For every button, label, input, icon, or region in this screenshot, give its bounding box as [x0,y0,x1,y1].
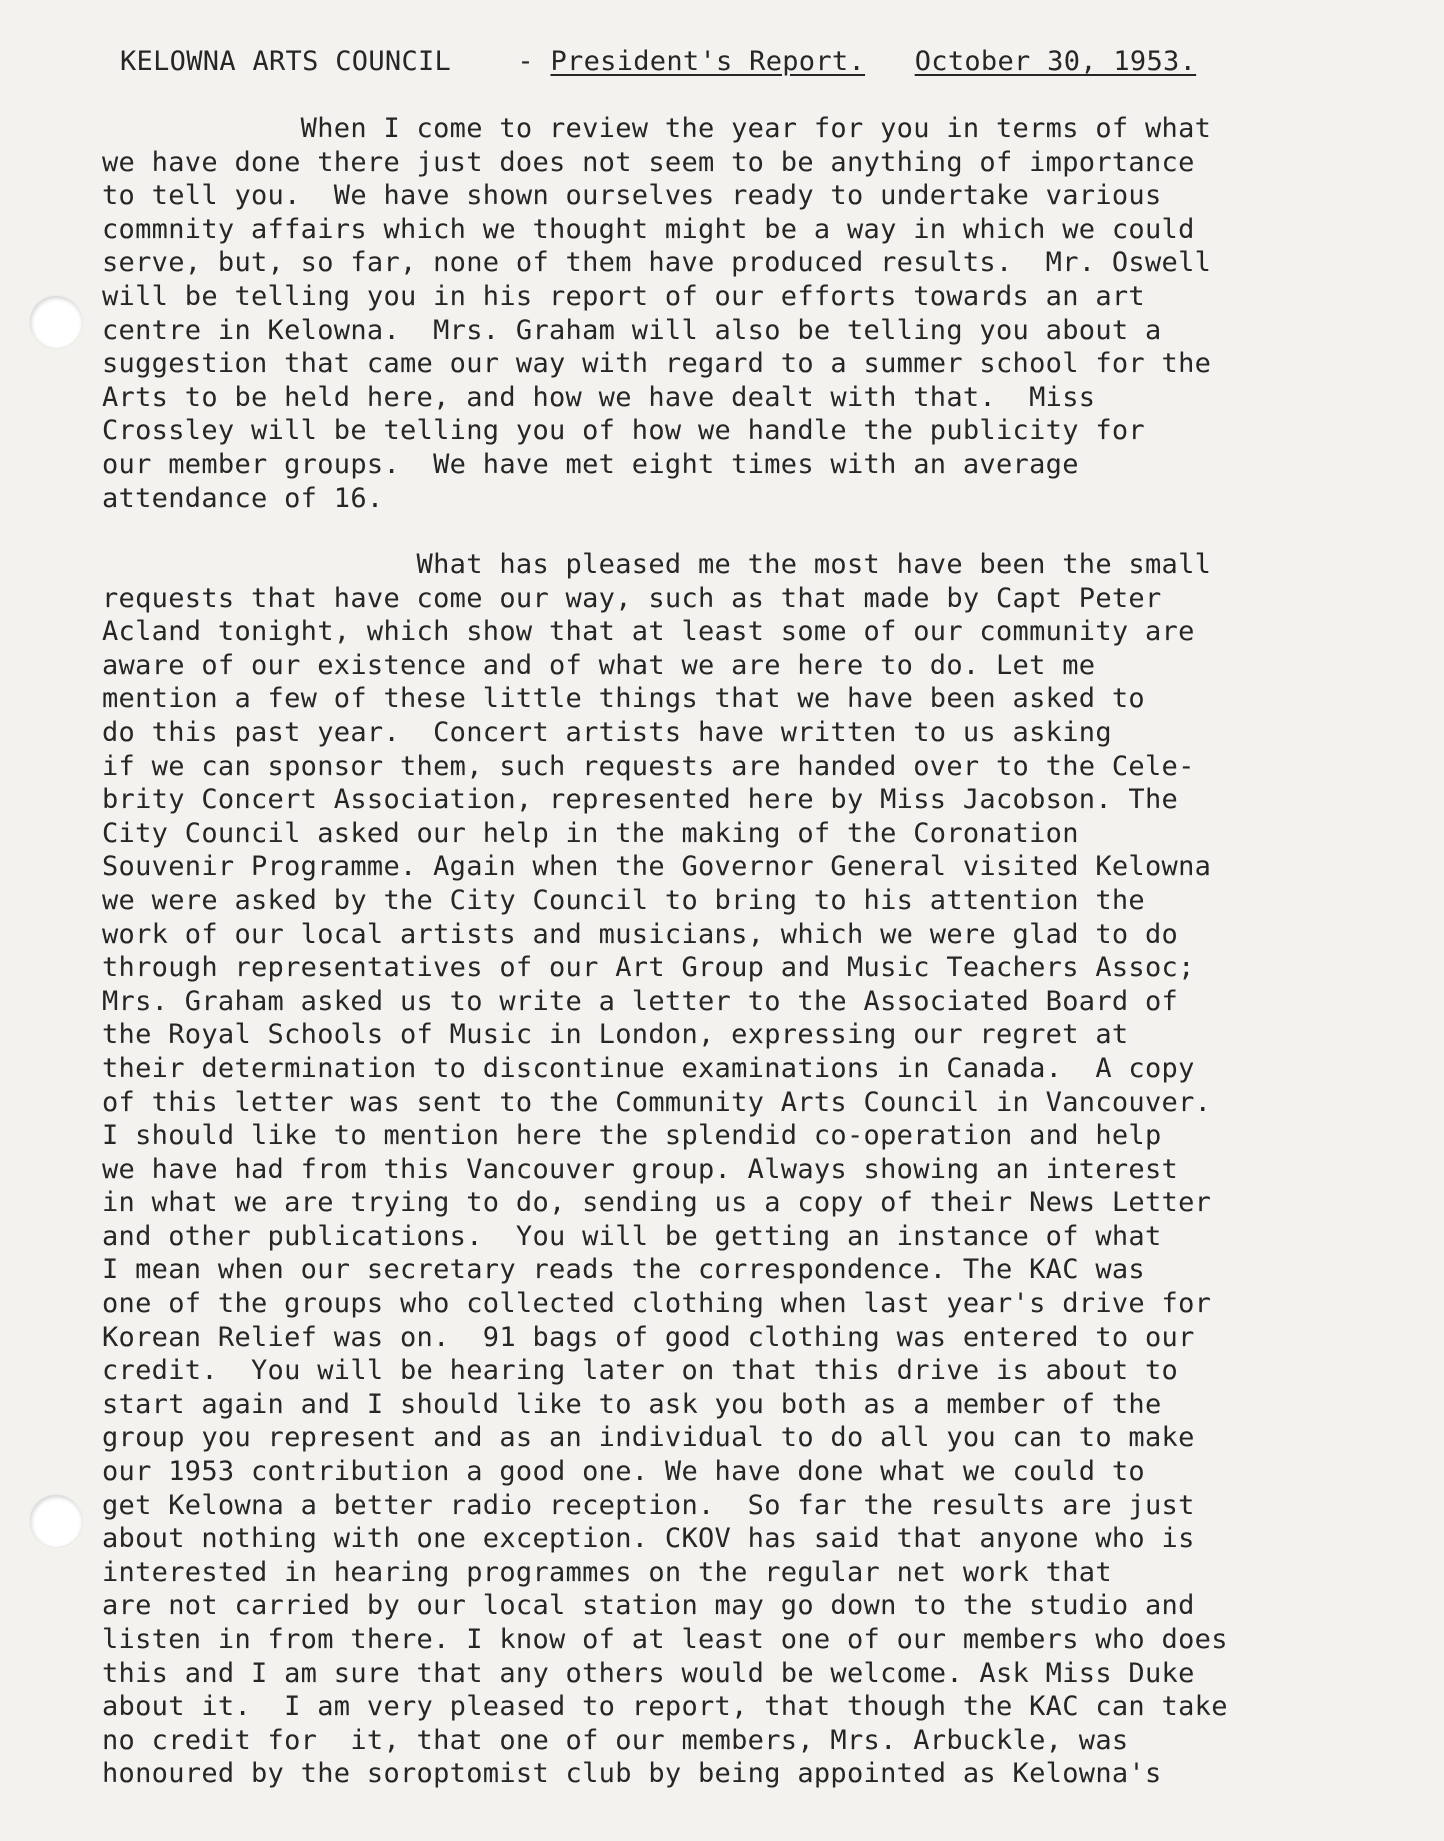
text-line: this and I am sure that any others would be welcome. Ask Miss Duke [102,1657,1195,1689]
text-line: we were asked by the City Council to bring to his attention the [102,884,1145,916]
text-line: serve, but, so far, none of them have produced results. Mr. Oswell [102,247,1212,279]
text-line: in what we are trying to do, sending us a copy of their News Letter [102,1187,1212,1219]
text-line: aware of our existence and of what we are here to do. Let me [102,649,1096,681]
text-line: about nothing with one exception. CKOV has said that anyone who is [102,1523,1195,1555]
punch-hole-top [30,296,82,348]
text-line: suggestion that came our way with regard to a summer school for the [102,348,1212,380]
text-line: centre in Kelowna. Mrs. Graham will also be telling you about a [102,314,1162,346]
text-line: get Kelowna a better radio reception. So far the results are just [102,1489,1195,1521]
text-line: commnity affairs which we thought might be a way in which we could [102,213,1195,245]
text-line: no credit for it, that one of our members, Mrs. Arbuckle, was [102,1724,1129,1756]
text-line: are not carried by our local station may go down to the studio and [102,1590,1195,1622]
org-name: KELOWNA ARTS COUNCIL [120,46,452,77]
text-line: start again and I should like to ask you both as a member of the [102,1388,1162,1420]
text-line: do this past year. Concert artists have written to us asking [102,716,1112,748]
text-line: requests that have come our way, such as that made by Capt Peter [102,582,1162,614]
text-line: What has pleased me the most have been the small [102,549,1212,580]
text-line: we have done there just does not seem to be anything of importance [102,146,1195,178]
text-line: Mrs. Graham asked us to write a letter to the Associated Board of [102,985,1179,1017]
text-line: their determination to discontinue examinations in Canada. A copy [102,1052,1195,1084]
report-title: President's Report. [550,46,866,77]
text-line: through representatives of our Art Group and Music Teachers Assoc; [102,952,1195,984]
text-line: group you represent and as an individual to do all you can to make [102,1422,1195,1454]
text-line: one of the groups who collected clothing when last year's drive for [102,1288,1212,1320]
text-line: if we can sponsor them, such requests are handed over to the Cele- [102,750,1195,782]
text-line: and other publications. You will be getting an instance of what [102,1220,1162,1252]
text-line: mention a few of these little things that we have been asked to [102,683,1145,715]
text-line: listen in from there. I know of at least one of our members who does [102,1624,1228,1655]
text-line: credit. You will be hearing later on that this drive is about to [102,1355,1179,1387]
text-line: to tell you. We have shown ourselves ready to undertake various [102,180,1162,212]
report-header [120,46,1196,78]
text-line: Acland tonight, which show that at least some of our community are [102,616,1195,648]
text-line: about it. I am very pleased to report, that though the KAC can take [102,1691,1228,1723]
text-line: honoured by the soroptomist club by being appointed as Kelowna's [102,1758,1162,1790]
paragraph-2 [102,548,1228,1791]
text-line: Souvenir Programme. Again when the Governor General visited Kelowna [102,851,1212,883]
report-date: October 30, 1953. [914,46,1197,77]
header-dash: - [517,46,534,77]
text-line: City Council asked our help in the making of the Coronation [102,817,1079,849]
text-line: work of our local artists and musicians, which we were glad to do [102,918,1179,950]
text-line: will be telling you in his report of our efforts towards an art [102,280,1145,312]
text-line: brity Concert Association, represented here by Miss Jacobson. The [102,784,1179,816]
text-line: our member groups. We have met eight times with an average [102,448,1079,480]
text-line: When I come to review the year for you in terms of what [102,113,1212,144]
text-line: the Royal Schools of Music in London, expressing our regret at [102,1019,1129,1051]
text-line: of this letter was sent to the Community Arts Council in Vancouver. [102,1086,1212,1118]
text-line: our 1953 contribution a good one. We have done what we could to [102,1456,1145,1488]
text-line: we have had from this Vancouver group. Always showing an interest [102,1153,1179,1185]
text-line: Crossley will be telling you of how we handle the publicity for [102,415,1145,447]
text-line: interested in hearing programmes on the regular net work that [102,1556,1112,1588]
text-line: Arts to be held here, and how we have dealt with that. Miss [102,381,1096,413]
text-line: Korean Relief was on. 91 bags of good clothing was entered to our [102,1321,1195,1353]
text-line: I should like to mention here the splendid co-operation and help [102,1120,1162,1152]
paragraph-1 [102,112,1211,515]
text-line: attendance of 16. [102,482,384,514]
text-line: I mean when our secretary reads the correspondence. The KAC was [102,1254,1145,1286]
punch-hole-bottom [30,1495,82,1547]
